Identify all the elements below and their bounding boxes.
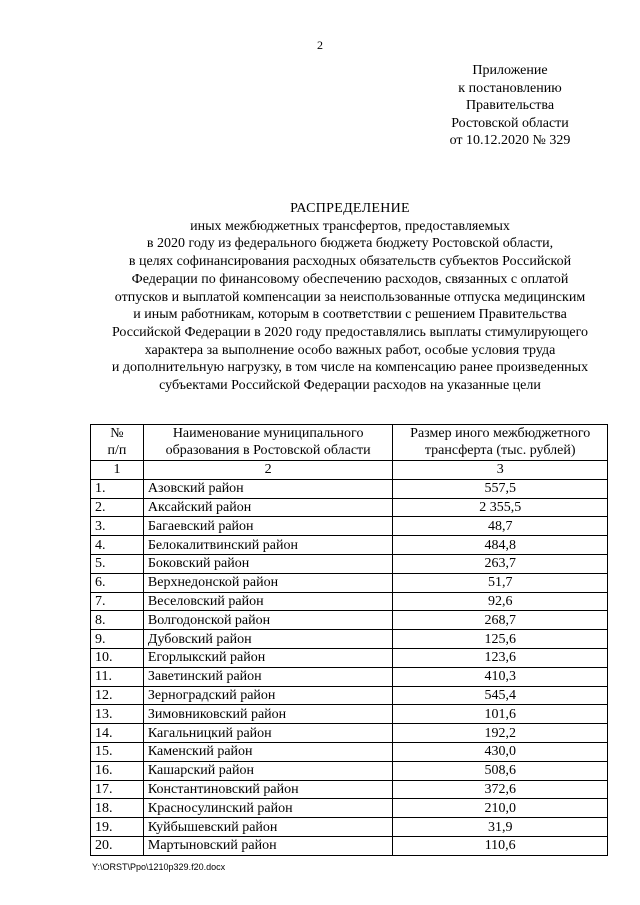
municipality-name: Аксайский район: [143, 498, 393, 517]
title-line: отпусков и выплатой компенсации за неиспользованные отпуска медицинским: [114, 289, 586, 305]
municipality-name: Константиновский район: [143, 780, 393, 799]
row-number: 12.: [91, 686, 144, 705]
row-number: 9.: [91, 630, 144, 649]
municipality-name: Заветинский район: [143, 667, 393, 686]
title-line: субъектами Российской Федерации расходов на указанные цели: [159, 378, 541, 394]
table-row: [91, 517, 608, 536]
transfer-amount: 110,6: [393, 836, 608, 855]
column-index: 1: [91, 461, 144, 480]
row-number: 20.: [91, 836, 144, 855]
transfer-amount: 123,6: [393, 648, 608, 667]
row-number: 10.: [91, 648, 144, 667]
document-title: [80, 200, 620, 395]
municipality-name: Куйбышевский район: [143, 818, 393, 837]
table-row: [91, 479, 608, 498]
municipality-name: Веселовский район: [143, 592, 393, 611]
table-row: [91, 799, 608, 818]
table-header-row: [91, 425, 608, 461]
header-municipality-line2: образования в Ростовской области: [165, 442, 371, 458]
table-row: [91, 648, 608, 667]
transfer-amount: 268,7: [393, 611, 608, 630]
title-line: и дополнительную нагрузку, в том числе на компенсацию ранее произведенных: [111, 360, 589, 376]
title-line: характера за выполнение особо важных работ, особые условия труда: [144, 342, 556, 358]
title-line: Федерации по финансовому обеспечению расходов, связанных с оплатой: [131, 271, 569, 287]
table-row: [91, 780, 608, 799]
municipality-name: Азовский район: [143, 479, 393, 498]
header-amount: [393, 425, 608, 461]
table-row: [91, 592, 608, 611]
appendix-line: к постановлению: [458, 80, 562, 96]
municipality-name: Егорлыкский район: [143, 648, 393, 667]
title-line: иных межбюджетных трансфертов, предоставляемых: [190, 218, 510, 234]
table-row: [91, 667, 608, 686]
municipality-name: Боковский район: [143, 554, 393, 573]
appendix-line: Ростовской области: [451, 115, 569, 131]
title-line: в целях софинансирования расходных обязательств субъектов Российской: [128, 254, 572, 270]
row-number: 16.: [91, 761, 144, 780]
header-number-line2: п/п: [107, 442, 127, 458]
transfer-amount: 51,7: [393, 573, 608, 592]
transfer-amount: 31,9: [393, 818, 608, 837]
appendix-line: от 10.12.2020 № 329: [449, 133, 571, 148]
row-number: 7.: [91, 592, 144, 611]
table-row: [91, 498, 608, 517]
municipality-name: Каменский район: [143, 742, 393, 761]
page-number: 2: [317, 38, 323, 52]
transfer-amount: 125,6: [393, 630, 608, 649]
table-row: [91, 836, 608, 855]
table-row: [91, 705, 608, 724]
row-number: 11.: [91, 667, 144, 686]
column-index: 2: [143, 461, 393, 480]
municipality-name: Кашарский район: [143, 761, 393, 780]
transfer-amount: 372,6: [393, 780, 608, 799]
municipality-name: Зимовниковский район: [143, 705, 393, 724]
appendix-line: Правительства: [465, 98, 555, 113]
column-index-row: [91, 461, 608, 480]
header-amount-line2: трансферта (тыс. рублей): [424, 442, 576, 458]
table-row: [91, 724, 608, 743]
header-number: [91, 425, 144, 461]
row-number: 17.: [91, 780, 144, 799]
table-row: [91, 611, 608, 630]
transfer-amount: 48,7: [393, 517, 608, 536]
row-number: 19.: [91, 818, 144, 837]
title-line: Российской Федерации в 2020 году предоставлялись выплаты стимулирующего: [111, 324, 589, 340]
appendix-line: Приложение: [472, 63, 548, 78]
transfer-amount: 192,2: [393, 724, 608, 743]
transfer-amount: 508,6: [393, 761, 608, 780]
transfer-amount: 101,6: [393, 705, 608, 724]
row-number: 5.: [91, 554, 144, 573]
table-row: [91, 761, 608, 780]
header-number-line1: №: [110, 426, 124, 441]
transfer-amount: 410,3: [393, 667, 608, 686]
row-number: 8.: [91, 611, 144, 630]
table-row: [91, 573, 608, 592]
transfer-amount: 557,5: [393, 479, 608, 498]
row-number: 2.: [91, 498, 144, 517]
transfer-amount: 430,0: [393, 742, 608, 761]
transfer-amount: 92,6: [393, 592, 608, 611]
municipality-name: Багаевский район: [143, 517, 393, 536]
municipality-name: Белокалитвинский район: [143, 536, 393, 555]
row-number: 3.: [91, 517, 144, 536]
municipality-name: Зерноградский район: [143, 686, 393, 705]
table-row: [91, 686, 608, 705]
municipality-name: Дубовский район: [143, 630, 393, 649]
title-line: в 2020 году из федерального бюджета бюджету Ростовской области,: [146, 236, 554, 252]
transfer-amount: 545,4: [393, 686, 608, 705]
municipality-name: Красносулинский район: [143, 799, 393, 818]
title-line: и иным работникам, которым в соответствии с решением Правительства: [133, 307, 567, 323]
row-number: 13.: [91, 705, 144, 724]
column-index: 3: [393, 461, 608, 480]
transfer-amount: 484,8: [393, 536, 608, 555]
row-number: 1.: [91, 479, 144, 498]
municipality-name: Мартыновский район: [143, 836, 393, 855]
row-number: 15.: [91, 742, 144, 761]
row-number: 4.: [91, 536, 144, 555]
header-municipality-line1: Наименование муниципального: [172, 426, 364, 441]
row-number: 18.: [91, 799, 144, 818]
appendix-block: [420, 62, 600, 150]
header-amount-line1: Размер иного межбюджетного: [410, 426, 591, 441]
municipality-name: Волгодонской район: [143, 611, 393, 630]
transfer-amount: 263,7: [393, 554, 608, 573]
table-row: [91, 818, 608, 837]
title-heading: РАСПРЕДЕЛЕНИЕ: [290, 201, 410, 216]
row-number: 6.: [91, 573, 144, 592]
header-municipality: [143, 425, 393, 461]
transfer-amount: 210,0: [393, 799, 608, 818]
table-row: [91, 630, 608, 649]
row-number: 14.: [91, 724, 144, 743]
file-path-footer: Y:\ORST\Ppo\1210p329.f20.docx: [92, 862, 226, 872]
distribution-table: [90, 424, 608, 856]
municipality-name: Верхнедонской район: [143, 573, 393, 592]
table-row: [91, 742, 608, 761]
transfer-amount: 2 355,5: [393, 498, 608, 517]
table-row: [91, 554, 608, 573]
municipality-name: Кагальницкий район: [143, 724, 393, 743]
table-row: [91, 536, 608, 555]
